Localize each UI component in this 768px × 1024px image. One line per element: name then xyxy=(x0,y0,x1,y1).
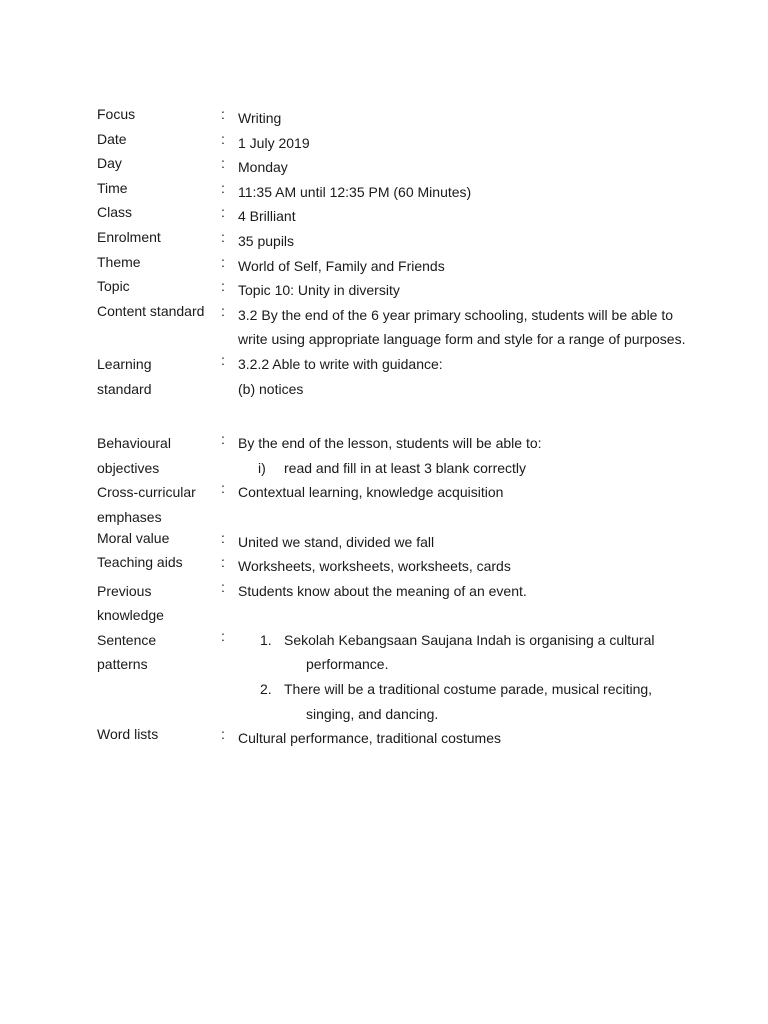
class-label: Class xyxy=(97,204,133,221)
behavioural-objectives-label-line-1: Behavioural xyxy=(97,435,171,452)
sentence-pattern-text-cont: performance. xyxy=(306,656,389,673)
topic-label: Topic xyxy=(97,278,130,295)
moral-value-label: Moral value xyxy=(97,529,170,546)
cross-curricular-label-line-2: emphases xyxy=(97,508,162,525)
topic-value: Topic 10: Unity in diversity xyxy=(238,282,400,299)
sentence-patterns-label xyxy=(97,628,156,677)
colon: : xyxy=(221,480,225,497)
behavioural-objectives-label-line-2: objectives xyxy=(97,459,160,476)
objective-item-text: read and fill in at least 3 blank correctly xyxy=(284,459,527,476)
enrolment-label: Enrolment xyxy=(97,228,161,245)
learning-standard-label-line-2: standard xyxy=(97,380,152,397)
theme-value: World of Self, Family and Friends xyxy=(238,257,445,274)
time-value: 11:35 AM until 12:35 PM (60 Minutes) xyxy=(238,183,472,200)
day-value: Monday xyxy=(238,159,288,176)
learning-standard-label xyxy=(97,352,152,401)
colon: : xyxy=(221,554,225,571)
colon: : xyxy=(221,179,225,196)
objective-item-marker: i) xyxy=(258,459,266,476)
colon: : xyxy=(221,204,225,221)
sentence-pattern-item xyxy=(238,677,768,702)
content-standard-line-1: 3.2 By the end of the 6 year primary schooling, students will be able to xyxy=(238,306,674,323)
content-standard-line-2: write using appropriate language form and style for a range of purposes. xyxy=(238,331,686,348)
sentence-pattern-number: 2. xyxy=(260,681,272,698)
focus-value: Writing xyxy=(238,110,282,126)
row-word-lists xyxy=(0,726,768,751)
row-teaching-aids xyxy=(0,554,768,579)
colon: : xyxy=(221,130,225,147)
colon: : xyxy=(221,627,225,644)
word-lists-value: Cultural performance, traditional costumes xyxy=(238,730,502,747)
objective-item xyxy=(238,456,768,481)
sentence-patterns-label-line-1: Sentence xyxy=(97,631,157,648)
behavioural-objectives-value xyxy=(238,431,768,480)
previous-knowledge-label xyxy=(97,579,164,628)
row-cross-curricular xyxy=(0,480,768,529)
sentence-patterns-label-line-2: patterns xyxy=(97,656,148,673)
learning-standard-label-line-1: Learning xyxy=(97,355,152,372)
colon: : xyxy=(221,228,225,245)
sentence-pattern-item xyxy=(238,628,768,653)
row-focus xyxy=(0,106,768,131)
cross-curricular-value xyxy=(238,480,768,529)
sentence-pattern-text: There will be a traditional costume parade, musical reciting, xyxy=(284,681,653,698)
learning-standard-value xyxy=(238,352,768,401)
teaching-aids-label: Teaching aids xyxy=(97,554,183,571)
previous-knowledge-value xyxy=(238,579,768,628)
row-behavioural-objectives xyxy=(0,431,768,480)
colon: : xyxy=(221,351,225,368)
row-class xyxy=(0,204,768,229)
sentence-pattern-number: 1. xyxy=(260,631,272,648)
word-lists-label: Word lists xyxy=(97,726,159,743)
cross-curricular-text: Contextual learning, knowledge acquisition xyxy=(238,484,504,501)
sentence-pattern-text: Sekolah Kebangsaan Saujana Indah is organising a cultural xyxy=(284,631,655,648)
row-time xyxy=(0,180,768,205)
row-day xyxy=(0,155,768,180)
row-learning-standard xyxy=(0,352,768,401)
learning-standard-line-2: (b) notices xyxy=(238,380,304,397)
row-moral-value xyxy=(0,530,768,555)
date-label: Date xyxy=(97,130,127,147)
colon: : xyxy=(221,155,225,172)
row-theme xyxy=(0,254,768,279)
sentence-pattern-text-cont: singing, and dancing. xyxy=(306,705,439,722)
behavioural-objectives-intro: By the end of the lesson, students will be able to: xyxy=(238,435,542,452)
date-value: 1 July 2019 xyxy=(238,134,310,151)
content-standard-label: Content standard xyxy=(97,302,205,319)
theme-label: Theme xyxy=(97,253,141,270)
blank-line xyxy=(238,603,768,628)
colon: : xyxy=(221,106,225,122)
behavioural-objectives-label xyxy=(97,431,171,480)
sentence-pattern-continuation xyxy=(238,652,768,677)
sentence-pattern-continuation xyxy=(238,702,768,727)
previous-knowledge-label-line-2: knowledge xyxy=(97,607,164,624)
cross-curricular-label xyxy=(97,480,196,529)
moral-value-value: United we stand, divided we fall xyxy=(238,533,435,550)
blank-line xyxy=(238,505,768,530)
row-date xyxy=(0,131,768,156)
sentence-patterns-value xyxy=(238,628,768,726)
row-topic xyxy=(0,278,768,303)
colon: : xyxy=(221,278,225,295)
colon: : xyxy=(221,529,225,546)
content-standard-value xyxy=(238,303,768,352)
previous-knowledge-text: Students know about the meaning of an event. xyxy=(238,582,527,599)
colon: : xyxy=(221,726,225,743)
row-enrolment xyxy=(0,229,768,254)
day-label: Day xyxy=(97,155,122,172)
cross-curricular-label-line-1: Cross-curricular xyxy=(97,484,196,501)
previous-knowledge-label-line-1: Previous xyxy=(97,582,152,599)
section-spacer xyxy=(0,401,768,431)
enrolment-value: 35 pupils xyxy=(238,232,295,249)
colon: : xyxy=(221,302,225,319)
colon: : xyxy=(221,253,225,270)
lesson-plan-details xyxy=(0,106,768,751)
colon: : xyxy=(221,578,225,595)
row-content-standard xyxy=(0,303,768,352)
colon: : xyxy=(221,431,225,448)
row-previous-knowledge xyxy=(0,579,768,628)
row-sentence-patterns xyxy=(0,628,768,726)
learning-standard-line-1: 3.2.2 Able to write with guidance: xyxy=(238,355,443,372)
class-value: 4 Brilliant xyxy=(238,208,296,225)
focus-label: Focus xyxy=(97,106,136,122)
teaching-aids-value: Worksheets, worksheets, worksheets, cards xyxy=(238,558,511,575)
time-label: Time xyxy=(97,179,128,196)
